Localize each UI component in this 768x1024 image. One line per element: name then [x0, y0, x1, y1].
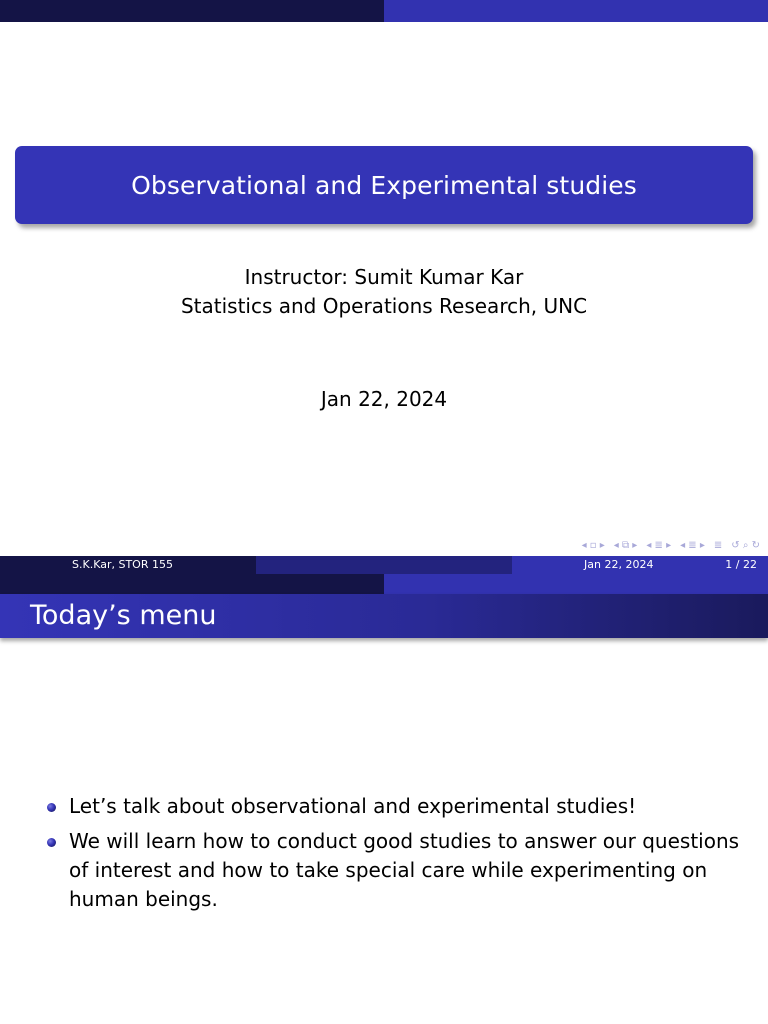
presentation-title: Observational and Experimental studies — [131, 170, 637, 200]
frame-title-bar — [0, 594, 768, 638]
bullet-icon — [47, 838, 56, 847]
header-strip-left — [0, 0, 384, 22]
nav-align-icon[interactable]: ≣ — [713, 539, 723, 551]
instructor-line: Instructor: Sumit Kumar Kar — [244, 265, 524, 289]
bullet-text: Let’s talk about observational and experimental studies! — [69, 794, 637, 818]
footer-author: S.K.Kar, STOR 155 — [0, 556, 256, 574]
bullet-icon — [47, 803, 56, 812]
nav-slide-icon[interactable]: ◂ ≣ ▸ — [680, 539, 705, 551]
frame-title: Today’s menu — [30, 600, 217, 631]
nav-frame-icon[interactable]: ◂ ▫ ▸ — [581, 539, 605, 551]
footline — [0, 556, 768, 574]
header-strip — [0, 0, 768, 22]
footer-page-number: 1 / 22 — [725, 558, 757, 571]
list-item — [46, 827, 746, 914]
footer-date: Jan 22, 2024 — [584, 558, 654, 571]
title-box — [15, 146, 753, 224]
menu-slide — [0, 574, 768, 1024]
beamer-navigation — [582, 537, 760, 553]
presentation-date: Jan 22, 2024 — [320, 387, 448, 411]
header-strip — [0, 574, 768, 594]
department-line: Statistics and Operations Research, UNC — [180, 294, 588, 318]
header-strip-left — [0, 574, 384, 594]
header-strip-right — [384, 574, 768, 594]
footer-title-block — [256, 556, 512, 574]
header-strip-right — [384, 0, 768, 22]
bullet-list — [46, 792, 746, 920]
list-item — [46, 792, 746, 821]
bullet-text: We will learn how to conduct good studies to answer our questions of interest and how to take special care while experimenting on human beings. — [69, 829, 740, 911]
nav-subsection-icon[interactable]: ◂ ⧉ ▸ — [613, 539, 638, 551]
nav-search-icon[interactable]: ↺ ⌕ ↻ — [731, 539, 760, 551]
nav-section-icon[interactable]: ◂ ≣ ▸ — [646, 539, 672, 551]
footer-right-block — [512, 556, 768, 574]
